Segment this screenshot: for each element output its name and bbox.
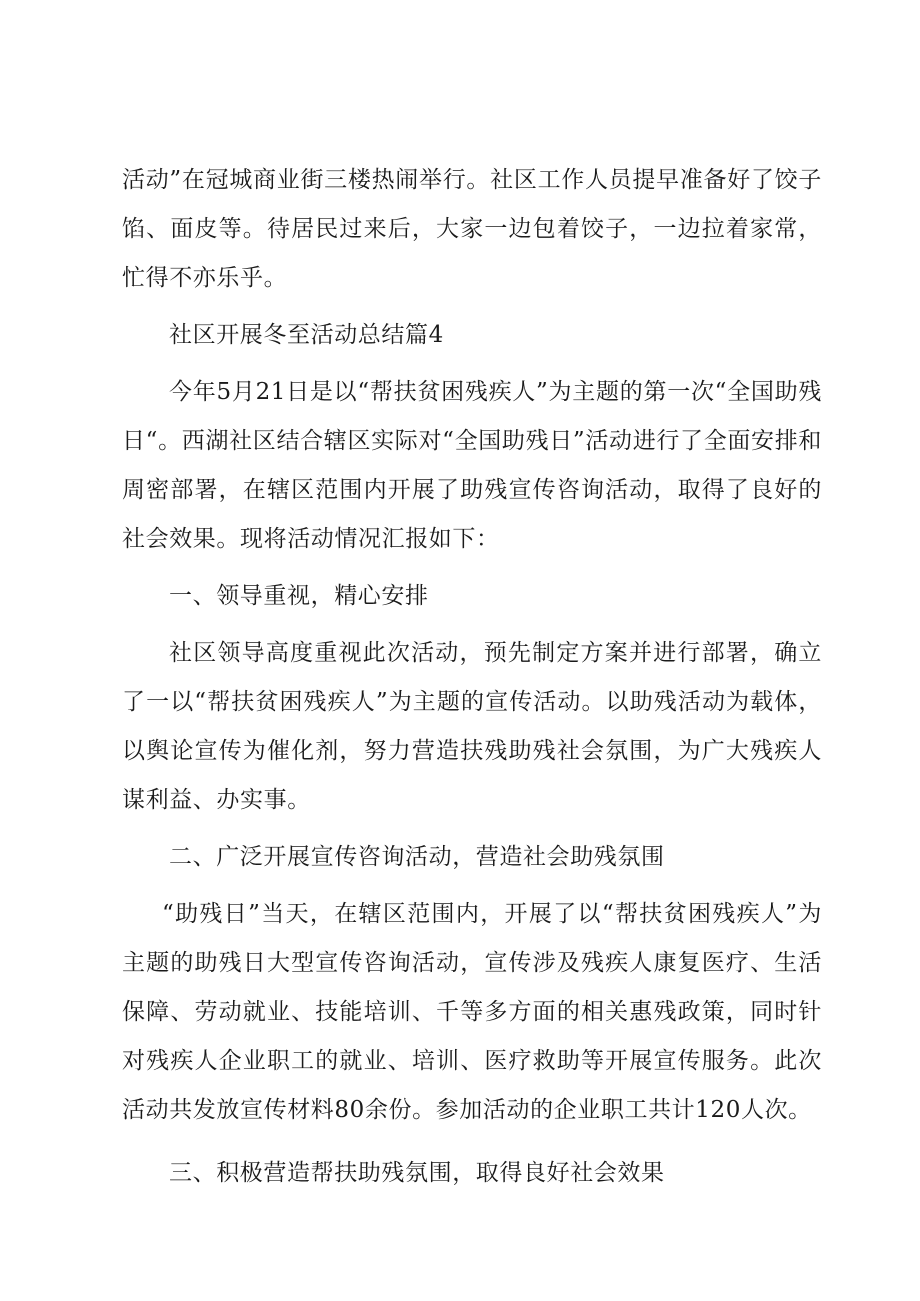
heading-leadership: 一、领导重视，精心安排: [169, 583, 429, 609]
paragraph-leadership: 社区领导高度重视此次活动，预先制定方案并进行部署，确立了一以“帮扶贫困残疾人”为主题的宣传活动。以助残活动为载体，以舆论宣传为催化剂，努力营造扶残助残社会氛围，为广大残疾人谋利益、办实事。: [122, 640, 822, 813]
document-body: [122, 156, 822, 1206]
paragraph-publicity: “助残日”当天，在辖区范围内，开展了以“帮扶贫困残疾人”为主题的助残日大型宣传咨询活动，宣传涉及残疾人康复医疗、生活保障、劳动就业、技能培训、千等多方面的相关惠残政策，同时针对残疾人企业职工的就业、培训、医疗救助等开展宣传服务。此次活动共发放宣传材料80余份。参加活动的企业职工共计120人次。: [122, 901, 822, 1123]
paragraph-intro: 今年5月21日是以“帮扶贫困残疾人”为主题的第一次“全国助残日“。西湖社区结合辖区实际对“全国助残日”活动进行了全面安排和周密部署，在辖区范围内开展了助残宣传咨询活动，取得了良好的社会效果。现将活动情况汇报如下：: [122, 379, 822, 552]
heading-atmosphere: 三、积极营造帮扶助残氛围，取得良好社会效果: [169, 1160, 665, 1186]
paragraph-continued: 活动”在冠城商业街三楼热闹举行。社区工作人员提早准备好了饺子馅、面皮等。待居民过来后，大家一边包着饺子，一边拉着家常，忙得不亦乐乎。: [122, 167, 822, 291]
section-title: 社区开展冬至活动总结篇4: [169, 322, 444, 348]
heading-publicity: 二、广泛开展宣传咨询活动，营造社会助残氛围: [169, 844, 665, 870]
